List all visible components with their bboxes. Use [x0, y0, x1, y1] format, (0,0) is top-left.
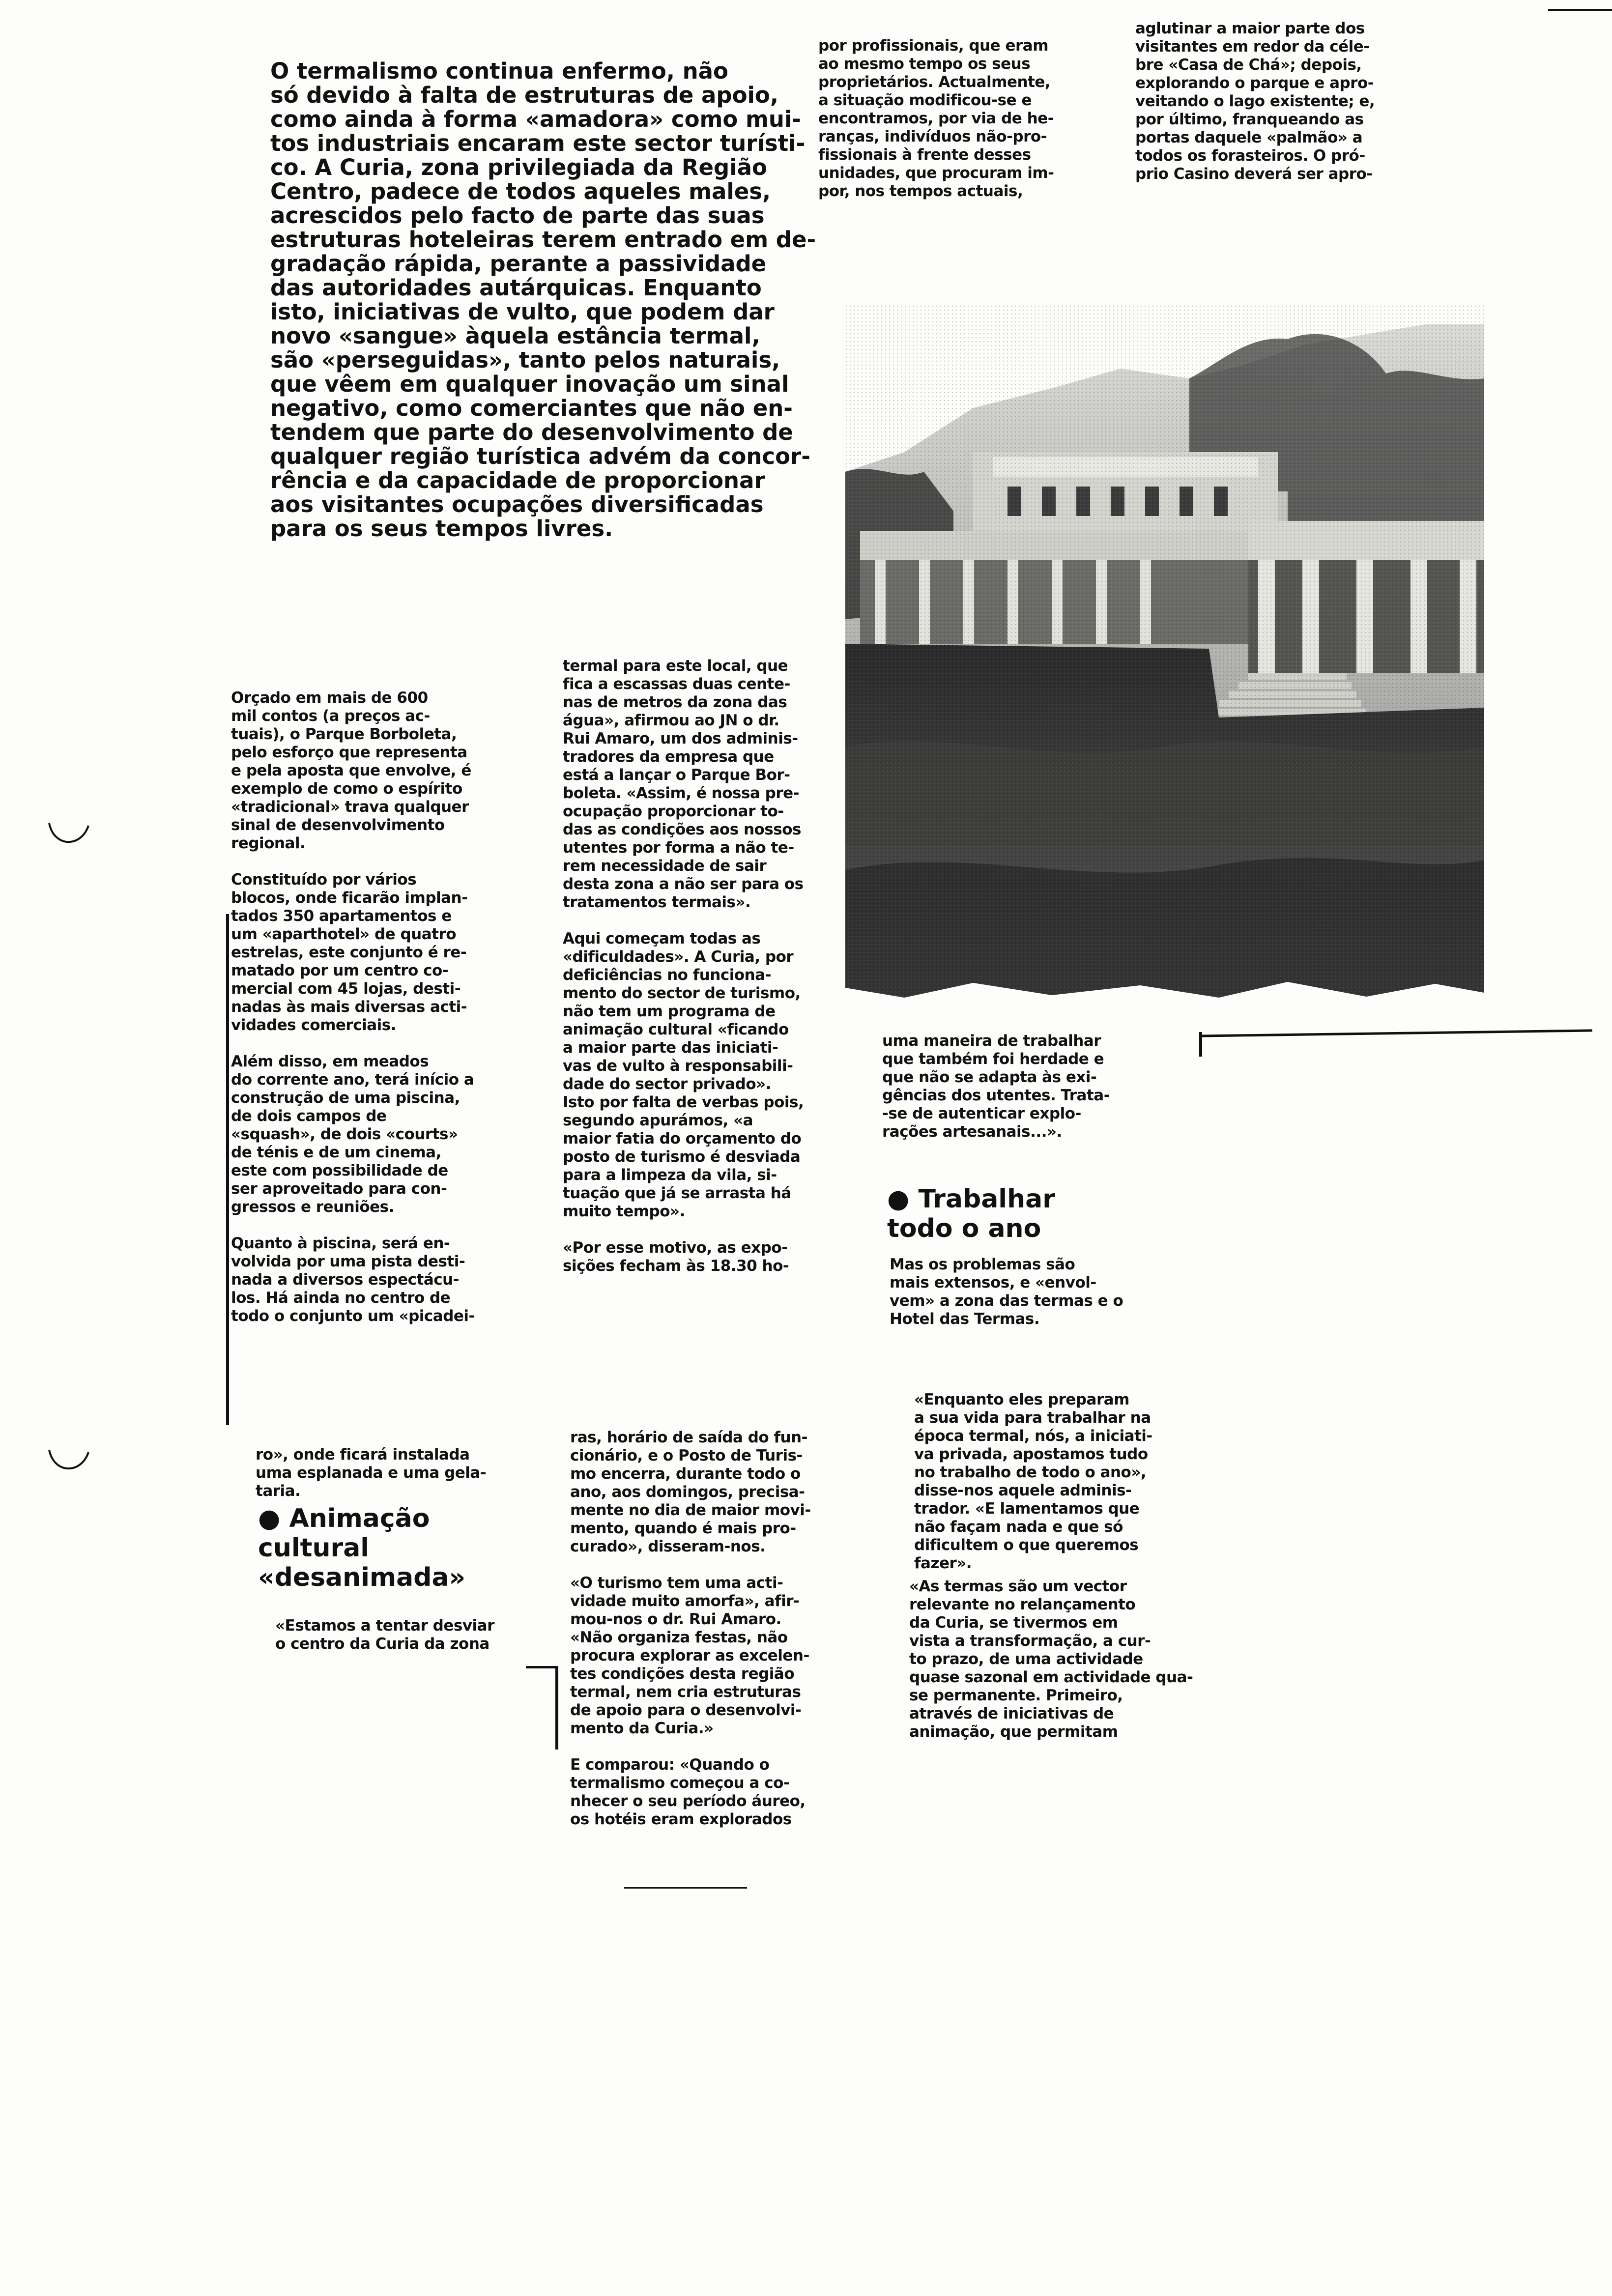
col3-paragraph-2: uma maneira de trabalhar que também foi herdade e que não se adapta às exi- gências dos utentes. Trata- -se de autenticar explo- rações artesanais...».	[882, 1032, 1110, 1141]
lead-paragraph: O termalismo continua enfermo, não só devido à falta de estruturas de apoio, como ainda à forma «amadora» como mui- tos industriais encaram este sector turísti- co. A Curia, zona privilegiada da Região Centro, padece de todos aqueles males, acrescidos pelo facto de parte das suas estruturas hoteleiras terem entrado em de- gradação rápida, perante a passividade das autoridades autárquicas. Enquanto isto, iniciativas de vulto, que podem dar novo «sangue» àquela estância termal, são «perseguidas», tanto pelos naturais, que vêem em qualquer inovação um sinal negativo, como comerciantes que não en- tendem que parte do desenvolvimento de qualquer região turística advém da concor- rência e da capacidade de proporcionar aos visitantes ocupações diversificadas para os seus tempos livres.	[270, 58, 816, 542]
binder-hole-mark-upper	[47, 818, 91, 853]
col2-paragraph-1: termal para este local, que fica a escassas duas cente- nas de metros da zona das água», afirmou ao JN o dr. Rui Amaro, um dos adminis- tradores da empresa que está a lançar o Parque Bor- boleta. «Assim, é nossa pre- ocupação proporcionar to- das as condições aos nossos utentes por forma a não te- rem necessidade de sair desta zona a não ser para os tratamentos termais».	[563, 657, 804, 911]
col3-paragraph-3: Mas os problemas são mais extensos, e «envol- vem» a zona das termas e o Hotel das Termas.	[890, 1256, 1123, 1328]
col4-paragraph-1: aglutinar a maior parte dos visitantes em redor da céle- bre «Casa de Chá»; depois, explorando o parque e apro- veitando o lago existente; e, por último, franqueando as portas daquele «palmão» a todos os forasteiros. O pró- prio Casino deverá ser apro-	[1135, 20, 1375, 183]
col2-paragraph-3: «Por esse motivo, as expo- sições fecham às 18.30 ho-	[563, 1239, 789, 1275]
clipping-rule-corner-h	[526, 1666, 558, 1668]
col1-paragraph-4: Quanto à piscina, será en- volvida por uma pista desti- nada a diversos espectácu- los. Há ainda no centro de todo o conjunto um «picadei-	[231, 1234, 475, 1325]
clipping-rule-right-h	[1199, 1029, 1592, 1037]
col2-paragraph-4: ras, horário de saída do fun- cionário, e o Posto de Turis- mo encerra, durante todo o ano, aos domingos, precisa- mente no dia de maior movi- mento, quando é mais pro- curado», disseram-nos.	[570, 1429, 811, 1555]
col3-paragraph-1: por profissionais, que eram ao mesmo tempo os seus proprietários. Actualmente, a situação modificou-se e encontramos, por via de he- ranças, indivíduos não-pro- fissionais à frente desses unidades, que procuram im- por, nos tempos actuais,	[818, 37, 1054, 200]
col2-paragraph-6: E comparou: «Quando o termalismo começou a co- nhecer o seu período áureo, os hotéis eram explorados	[570, 1756, 806, 1828]
heading-trabalhar-todo-o-ano: ● Trabalhar todo o ano	[887, 1184, 1055, 1243]
column-1-upper	[231, 671, 526, 1344]
photo-curia-building	[845, 305, 1484, 998]
col2-paragraph-2: Aqui começam todas as «dificuldades». A Curia, por deficiências no funciona- mento do sector de turismo, não tem um programa de animação cultural «ficando a maior parte das iniciati- vas de vulto à responsabili- dade do sector privado». Isto por falta de verbas pois, segundo apurámos, «a maior fatia do orçamento do posto de turismo é desviada para a limpeza da vila, si- tuação que já se arrasta há muito tempo».	[563, 930, 804, 1220]
clipping-rule-right-tick	[1199, 1032, 1202, 1057]
clipping-rule-top-right	[1548, 9, 1612, 11]
column-2-upper	[563, 639, 858, 1293]
clipping-rule-left	[226, 914, 229, 1425]
column-2-lower	[570, 1410, 865, 1847]
col1-paragraph-2: Constituído por vários blocos, onde ficarão implan- tados 350 apartamentos e um «aparthotel» de quatro estrelas, este conjunto é re- matado por um centro co- mercial com 45 lojas, desti- nadas às mais diversas acti- vidades comerciais.	[231, 871, 468, 1034]
col3-paragraph-5: «As termas são um vector relevante no relançamento da Curia, se tivermos em vista a transformação, a cur- to prazo, de uma actividade quase sazonal em actividade qua- se permanente. Primeiro, através de iniciativas de animação, que permitam	[909, 1578, 1193, 1741]
col3-paragraph-4: «Enquanto eles preparam a sua vida para trabalhar na época termal, nós, a iniciati- va privada, apostamos tudo no trabalho de todo o ano», disse-nos aquele adminis- trador. «E lamentamos que não façam nada e que só dificultem o que queremos fazer».	[914, 1391, 1152, 1572]
col1-paragraph-3: Além disso, em meados do corrente ano, terá início a construção de uma piscina, de dois campos de «squash», de dois «courts» de ténis e de um cinema, este com possibilidade de ser aproveitado para con- gressos e reuniões.	[231, 1053, 474, 1216]
col1-paragraph-1: Orçado em mais de 600 mil contos (a preços ac- tuais), o Parque Borboleta, pelo esforço que representa e pela aposta que envolve, é exemplo de como o espírito «tradicional» trava qualquer sinal de desenvolvimento regional.	[231, 689, 471, 852]
col1-paragraph-5: ro», onde ficará instalada uma esplanada e uma gela- taria.	[256, 1446, 487, 1500]
clipping-rule-bottom	[624, 1887, 747, 1889]
binder-hole-mark-lower	[47, 1445, 91, 1479]
col2-paragraph-5: «O turismo tem uma acti- vidade muito amorfa», afir- mou-nos o dr. Rui Amaro. «Não organiza festas, não procura explorar as excelen- tes condições desta região termal, nem cria estruturas de apoio para o desenvolvi- mento da Curia.»	[570, 1574, 809, 1737]
clipping-rule-corner-v	[555, 1666, 558, 1750]
heading-animacao-cultural: ● Animação cultural «desanimada»	[258, 1504, 466, 1592]
col1-paragraph-6: «Estamos a tentar desviar o centro da Curia da zona	[275, 1617, 494, 1653]
